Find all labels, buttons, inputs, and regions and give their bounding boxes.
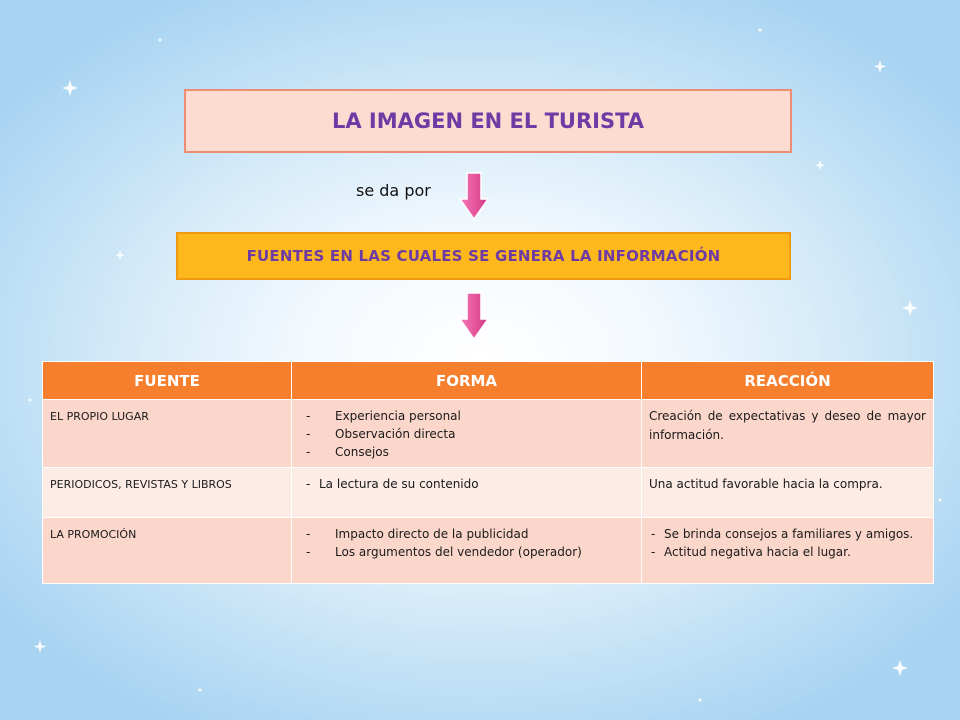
- list-item: - La lectura de su contenido: [299, 475, 634, 493]
- table-row: [43, 468, 934, 518]
- cell-reaccion: [642, 518, 934, 584]
- cell-forma: [292, 468, 642, 518]
- list-item: - Actitud negativa hacia el lugar.: [649, 543, 926, 561]
- table-row: [43, 518, 934, 584]
- sparkle-star-icon: [62, 80, 78, 96]
- header-fuente: FUENTE: [43, 362, 292, 400]
- forma-list: [299, 525, 634, 561]
- header-reaccion: REACCIÓN: [642, 362, 934, 400]
- list-item: - Observación directa: [299, 425, 634, 443]
- cell-reaccion: Una actitud favorable hacia la compra.: [642, 468, 934, 518]
- list-item: - Se brinda consejos a familiares y amigos.: [649, 525, 926, 543]
- cell-forma: [292, 518, 642, 584]
- sparkle-star-icon: [874, 60, 887, 73]
- list-item: - Consejos: [299, 443, 634, 461]
- sparkle-star-icon: [115, 250, 125, 260]
- cell-fuente: LA PROMOCIÓN: [43, 518, 292, 584]
- sources-table: [42, 361, 934, 584]
- connector-label: se da por: [356, 181, 431, 200]
- sparkle-star-icon: [902, 300, 918, 316]
- forma-list: [299, 475, 634, 493]
- sparkle-star-icon: [815, 160, 825, 170]
- list-item: - Impacto directo de la publicidad: [299, 525, 634, 543]
- sources-heading: FUENTES EN LAS CUALES SE GENERA LA INFORMACIÓN: [246, 247, 721, 265]
- table-header-row: [43, 362, 934, 400]
- sources-heading-box: [176, 232, 791, 280]
- list-item: - Experiencia personal: [299, 407, 634, 425]
- forma-list: [299, 407, 634, 461]
- sparkle-star-icon: [34, 640, 47, 653]
- table-row: [43, 400, 934, 468]
- list-item: - Los argumentos del vendedor (operador): [299, 543, 634, 561]
- cell-fuente: PERIODICOS, REVISTAS Y LIBROS: [43, 468, 292, 518]
- arrow-down-icon: [459, 292, 489, 340]
- cell-reaccion: Creación de expectativas y deseo de mayor información.: [642, 400, 934, 468]
- main-title: LA IMAGEN EN EL TURISTA: [331, 109, 645, 133]
- arrow-down-icon: [459, 172, 489, 220]
- header-forma: FORMA: [292, 362, 642, 400]
- reaccion-list: [649, 525, 926, 561]
- cell-fuente: EL PROPIO LUGAR: [43, 400, 292, 468]
- main-title-box: [184, 89, 792, 153]
- cell-forma: [292, 400, 642, 468]
- sparkle-star-icon: [892, 660, 908, 676]
